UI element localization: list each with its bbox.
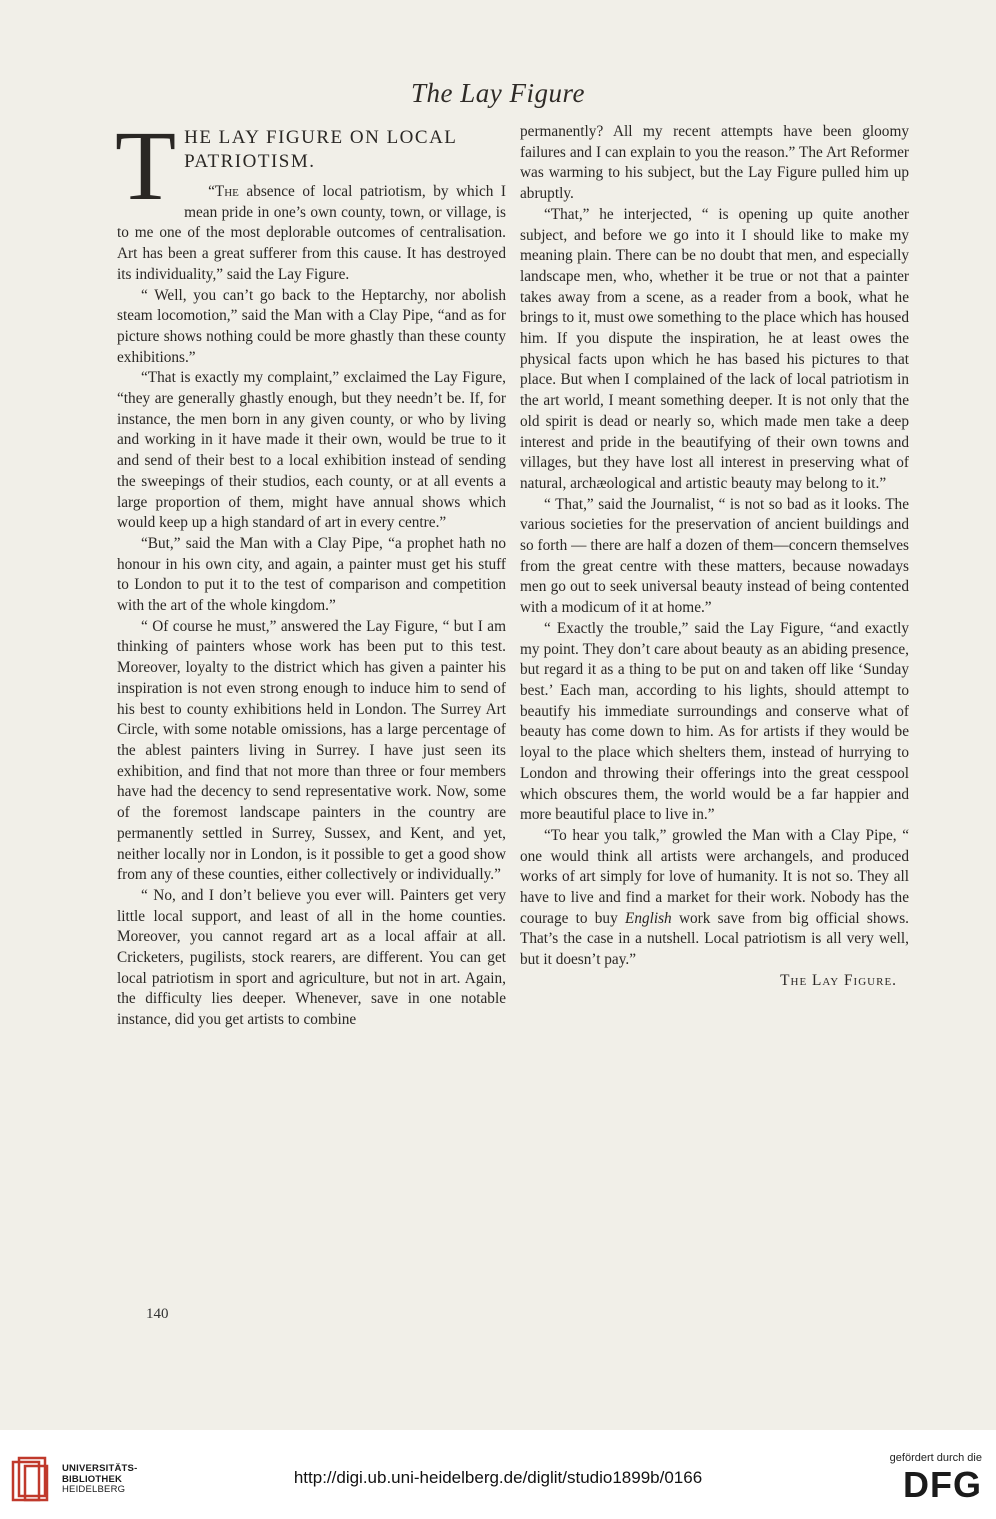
digitization-footer: [0, 1430, 996, 1519]
right-column: [520, 122, 909, 992]
article-paragraph: “ Well, you can’t go back to the Heptarchy, nor abolish steam locomotion,” said the Man with a Clay Pipe, “and as for picture shows nothing could be more ghastly than these county exhibitions.”: [117, 286, 506, 366]
page-number: 140: [146, 1306, 169, 1322]
library-name-line: HEIDELBERG: [62, 1484, 126, 1495]
article-paragraph: [520, 826, 909, 971]
article-paragraph: “ No, and I don’t believe you ever will. Painters get very little local support, and least of all in the home counties. Moreover, you cannot regard art as a local affair at all. Cricketers, pugilists, stock rearers, are different. You can get local patriotism in sport and agriculture, but not in art. Again, the difficulty lies deeper. Whenever, save in one notable instance, did you get artists to combine: [117, 886, 506, 1029]
article-paragraph: “But,” said the Man with a Clay Pipe, “a prophet hath no honour in his own city, and again, a painter must get his stuff to London to put it to the test of comparison and competition with the art of the whole kingdom.”: [117, 534, 506, 615]
left-column: [115, 110, 506, 1031]
italic-word: English: [624, 909, 672, 927]
article-paragraph: “ Exactly the trouble,” said the Lay Figure, “and exactly my point. They don’t care about beauty as an abiding presence, but regard it as a thing to be put on and taken off like ‘Sunday best.’ Each man, according to his lights, should attempt to beautify his immediate surroundings and conserve what of beauty has come down to him. As for artists if they would be loyal to the place which shelters them, instead of hurrying to London and throwing their offerings into the great cesspool which obscures them, the world would be a far happier and more beautiful place to live in.”: [520, 619, 909, 824]
text-run: work save from big official shows. That’s the case in a nutshell. Local patriotism is all very well, but it doesn’t pay.”: [520, 909, 909, 969]
opening-text: absence of local patriotism, by which I mean pride in one’s own county, town, or village, is to me one of the most deplorable outcomes of centralisation. Art has been a great sufferer from this cause. It has destroyed its individuality,” said the Lay Figure.: [117, 183, 506, 283]
article-headline: HE LAY FIGURE ON LOCAL PATRIOTISM.: [184, 127, 457, 172]
article-paragraph-continued: permanently? All my recent attempts have been gloomy failures and I can explain to you the reason.” The Art Reformer was warming to his subject, but the Lay Figure pulled him up abruptly.: [520, 123, 909, 203]
drop-cap: T: [115, 110, 177, 221]
article-paragraph: “ Of course he must,” answered the Lay Figure, “ but I am thinking of painters whose work has been put to this test. Moreover, loyalty to the district which has given a painter his inspiration is not even strong enough to induce him to send of his best to county exhibitions held in London. The Surrey Art Circle, with some notable omissions, has a large percentage of the ablest painters living in Surrey. I have just seen its exhibition, and find that not more than three or four members have had the decency to send representative work. Now, some of the foremost landscape painters in the country are permanently settled in Surrey, Sussex, and Kent, and yet, neither locally nor in London, is it possible to get a good show from any of these counties, either collectively or individually.”: [117, 617, 506, 884]
funding-note: gefördert durch die: [889, 1452, 982, 1464]
article-paragraph: “ That,” said the Journalist, “ is not so bad as it looks. The various societies for the preservation of ancient buildings and so forth — there are half a dozen of them—concern themselves from the great centre with these matters, because nowadays men go out to seek universal beauty instead of being contented with a modicum of it at home.”: [520, 495, 909, 617]
library-name-line: BIBLIOTHEK: [62, 1473, 123, 1485]
text-run: “To hear you talk,” growled the Man with a Clay Pipe, “ one would think all artists were archangels, and produced works of art simply for love of humanity. It is not so. They all have to live and find a market for their work. Nobody has the courage to buy: [520, 826, 909, 927]
source-url-link[interactable]: http://digi.ub.uni-heidelberg.de/diglit/studio1899b/0166: [293, 1468, 703, 1487]
funding-logo[interactable]: [890, 1452, 982, 1503]
signature: The Lay Figure.: [780, 971, 897, 989]
article-paragraph: “That is exactly my complaint,” exclaimed the Lay Figure, “they are generally ghastly enough, but they needn’t be. If, for instance, the men born in any given county, or who by living and working in it have made it their own, would be true to it and send of their best to a local exhibition instead of sending the sweepings of their studios, each county, or at all events a large proportion of them, might have annual shows which would keep up a high standard of art in every centre.”: [117, 369, 506, 532]
dfg-logo: DFG: [903, 1464, 982, 1505]
running-head: The Lay Figure: [411, 78, 585, 108]
library-name-line: UNIVERSITÄTS-: [62, 1463, 138, 1474]
article-paragraph: “That,” he interjected, “ is opening up quite another subject, and before we go into it I should like to make my meaning plain. There can be no doubt that men, and especially landscape men, who, whether it be true or not that a painter takes away from a scene, as a reader from a book, what he brings to it, must owe something to the place which has housed him. If you dispute the inspiration, he at least owes the physical facts upon which he has based his pictures to that place. But when I complained of the lack of local patriotism in the art world, I meant something deeper. It is not only that the old spirit is dead or nearly so, which made men take a deep interest and pride in the beautifying of their own towns and villages, but they have lost all interest in preserving what of natural, archæological and artistic beauty may belong to it.”: [520, 205, 909, 492]
article-title-block: [115, 110, 506, 286]
article-paragraph: “The absence of local patriotism, by which I mean pride in one’s own county, town, or village, is to me one of the most deplorable outcomes of centralisation. Art has been a great sufferer from this cause. It has destroyed its individuality,” said the Lay Figure.: [117, 183, 506, 283]
opening-smallcaps: The: [214, 183, 239, 200]
